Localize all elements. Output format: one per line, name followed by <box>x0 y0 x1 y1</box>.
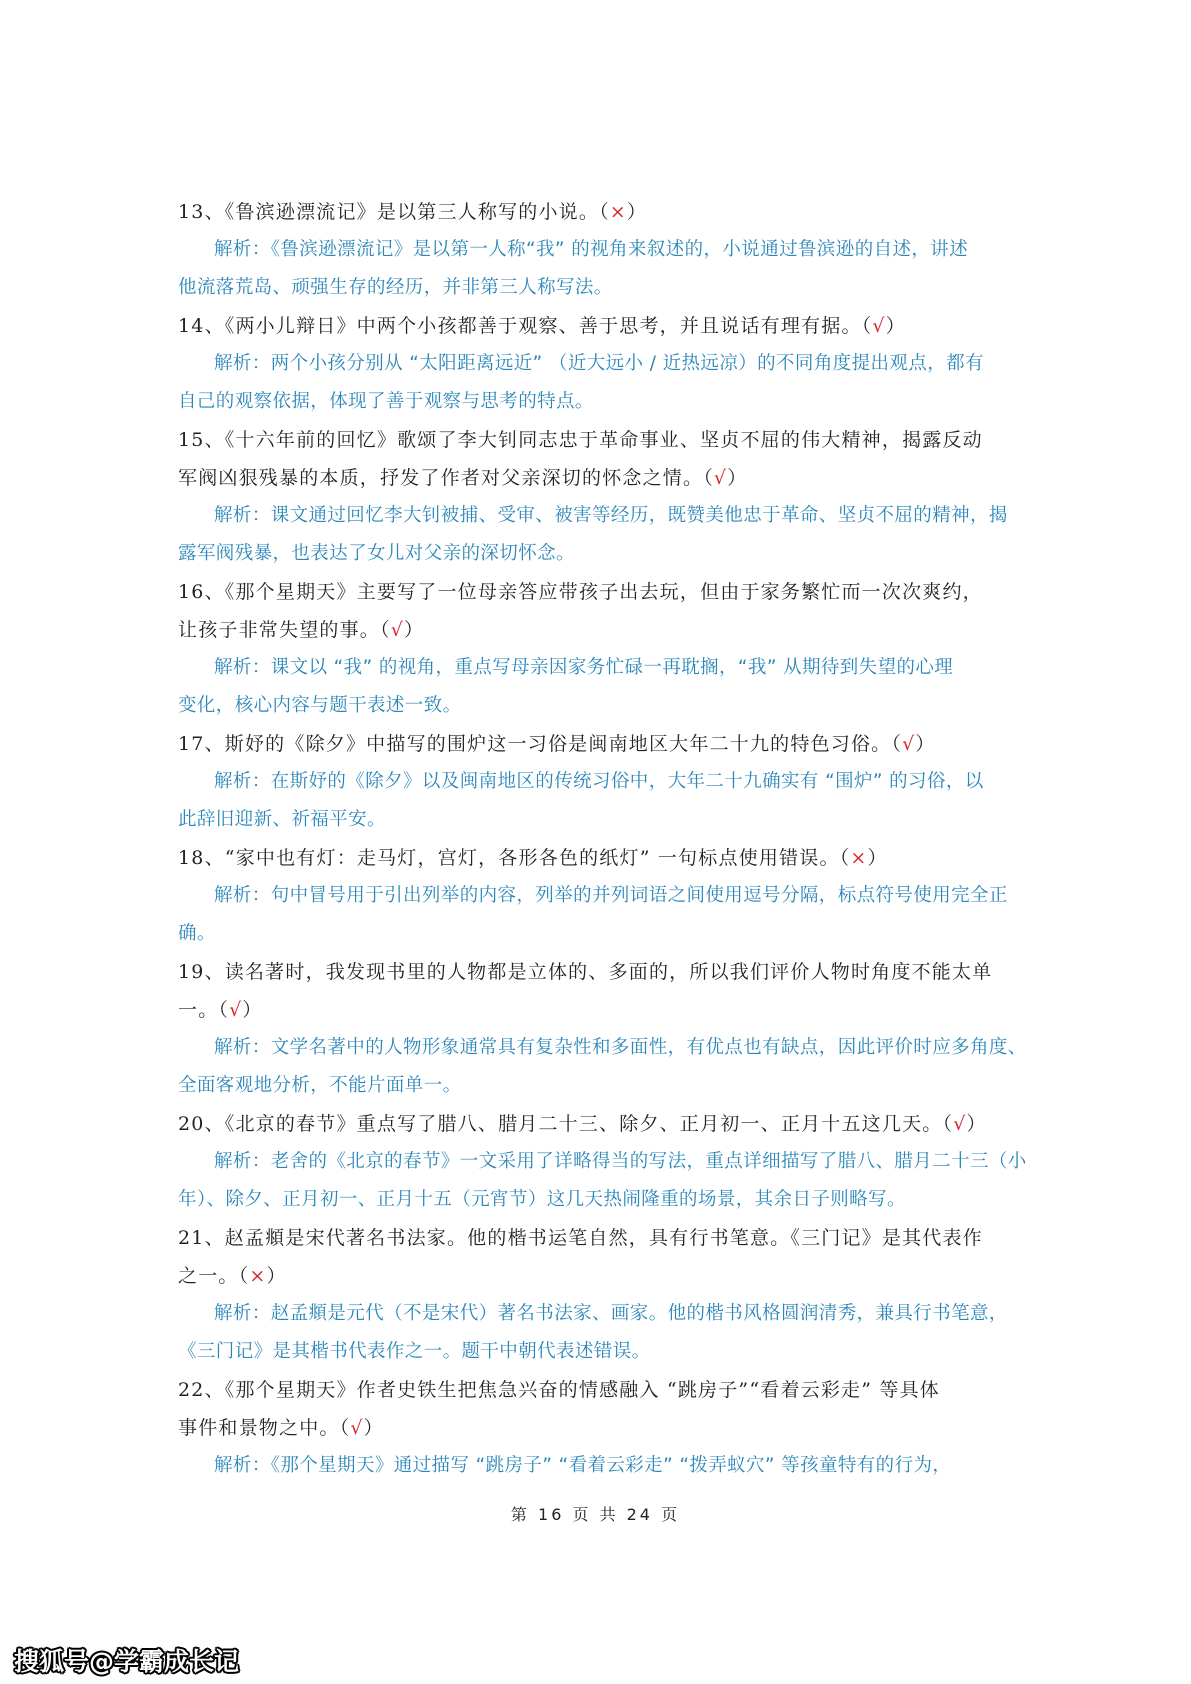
analysis-19-line-1: 解析：文学名著中的人物形象通常具有复杂性和多面性，有优点也有缺点，因此评价时应多角度、 <box>214 1037 1027 1058</box>
analysis-14-line-1: 解析：两个小孩分别从 “太阳距离远近” （近大远小 / 近热远凉）的不同角度提出观点，都有 <box>214 353 984 374</box>
question-18: 18、“家中也有灯：走马灯，宫灯，各形各色的纸灯” 一句标点使用错误。（×） <box>178 847 888 869</box>
analysis-15-line-2: 露军阀残暴，也表达了女儿对父亲的深切怀念。 <box>178 543 575 564</box>
check-mark-icon: √ <box>713 467 728 489</box>
check-mark-icon: √ <box>953 1113 967 1135</box>
analysis-14-line-2: 自己的观察依据，体现了善于观察与思考的特点。 <box>178 391 594 412</box>
analysis-17-line-1: 解析：在斯妤的《除夕》以及闽南地区的传统习俗中，大年二十九确实有 “围炉” 的习俗，以 <box>214 771 984 792</box>
question-16-line-2: 让孩子非常失望的事。（√） <box>178 619 425 641</box>
question-20: 20、《北京的春节》重点写了腊八、腊月二十三、除夕、正月初一、正月十五这几天。（√） <box>178 1113 987 1135</box>
question-15-line-2: 军阀凶狠残暴的本质，抒发了作者对父亲深切的怀念之情。（√） <box>178 467 748 489</box>
analysis-18-line-2: 确。 <box>178 923 216 944</box>
analysis-19-line-2: 全面客观地分析，不能片面单一。 <box>178 1075 462 1096</box>
question-19-line-1: 19、读名著时，我发现书里的人物都是立体的、多面的，所以我们评价人物时角度不能太单 <box>178 961 993 983</box>
analysis-13-line-1: 解析：《鲁滨逊漂流记》是以第一人称“我” 的视角来叙述的，小说通过鲁滨逊的自述，讲述 <box>214 239 969 260</box>
question-19-line-2: 一。（√） <box>178 999 263 1021</box>
question-22-line-2: 事件和景物之中。（√） <box>178 1417 384 1439</box>
question-14: 14、《两小儿辩日》中两个小孩都善于观察、善于思考，并且说话有理有据。（√） <box>178 315 906 337</box>
analysis-13-line-2: 他流落荒岛、顽强生存的经历，并非第三人称写法。 <box>178 277 613 298</box>
cross-mark-icon: × <box>850 847 868 869</box>
analysis-20-line-2: 年）、除夕、正月初一、正月十五（元宵节）这几天热闹隆重的场景，其余日子则略写。 <box>178 1189 906 1210</box>
check-mark-icon: √ <box>902 733 916 755</box>
question-17: 17、斯妤的《除夕》中描写的围炉这一习俗是闽南地区大年二十九的特色习俗。（√） <box>178 733 936 755</box>
question-21-line-1: 21、赵孟頫是宋代著名书法家。他的楷书运笔自然，具有行书笔意。《三门记》是其代表作 <box>178 1227 983 1249</box>
analysis-22-line-1: 解析：《那个星期天》通过描写 “跳房子” “看着云彩走” “拨弄蚁穴” 等孩童特有的行为， <box>214 1455 952 1476</box>
check-mark-icon: √ <box>350 1417 364 1439</box>
check-mark-icon: √ <box>229 999 243 1021</box>
analysis-21-line-1: 解析：赵孟頫是元代（不是宋代）著名书法家、画家。他的楷书风格圆润清秀，兼具行书笔意， <box>214 1303 1008 1324</box>
analysis-16-line-1: 解析：课文以 “我” 的视角，重点写母亲因家务忙碌一再耽搁，“我” 从期待到失望的心理 <box>214 657 954 678</box>
question-13: 13、《鲁滨逊漂流记》是以第三人称写的小说。（×） <box>178 201 648 223</box>
question-21-line-2: 之一。（×） <box>178 1265 287 1287</box>
analysis-18-line-1: 解析：句中冒号用于引出列举的内容，列举的并列词语之间使用逗号分隔，标点符号使用完全正 <box>214 885 1008 906</box>
check-mark-icon: √ <box>872 315 886 337</box>
analysis-15-line-1: 解析：课文通过回忆李大钊被捕、受审、被害等经历，既赞美他忠于革命、坚贞不屈的精神，揭 <box>214 505 1008 526</box>
analysis-16-line-2: 变化，核心内容与题干表述一致。 <box>178 695 462 716</box>
page-number: 第 16 页 共 24 页 <box>510 1505 681 1524</box>
question-22-line-1: 22、《那个星期天》作者史铁生把焦急兴奋的情感融入 “跳房子”“看着云彩走” 等具体 <box>178 1379 941 1401</box>
question-15-line-1: 15、《十六年前的回忆》歌颂了李大钊同志忠于革命事业、坚贞不屈的伟大精神，揭露反动 <box>178 429 983 451</box>
analysis-17-line-2: 此辞旧迎新、祈福平安。 <box>178 809 386 830</box>
analysis-21-line-2: 《三门记》是其楷书代表作之一。题干中朝代表述错误。 <box>178 1341 651 1362</box>
analysis-20-line-1: 解析：老舍的《北京的春节》一文采用了详略得当的写法，重点详细描写了腊八、腊月二十三（小 <box>214 1151 1027 1172</box>
question-16-line-1: 16、《那个星期天》主要写了一位母亲答应带孩子出去玩，但由于家务繁忙而一次次爽约， <box>178 581 983 603</box>
watermark: 搜狐号@学霸成长记 <box>14 1647 240 1676</box>
check-mark-icon: √ <box>390 619 405 641</box>
question-list <box>178 193 1027 1485</box>
cross-mark-icon: × <box>609 201 627 223</box>
cross-mark-icon: × <box>249 1265 267 1287</box>
